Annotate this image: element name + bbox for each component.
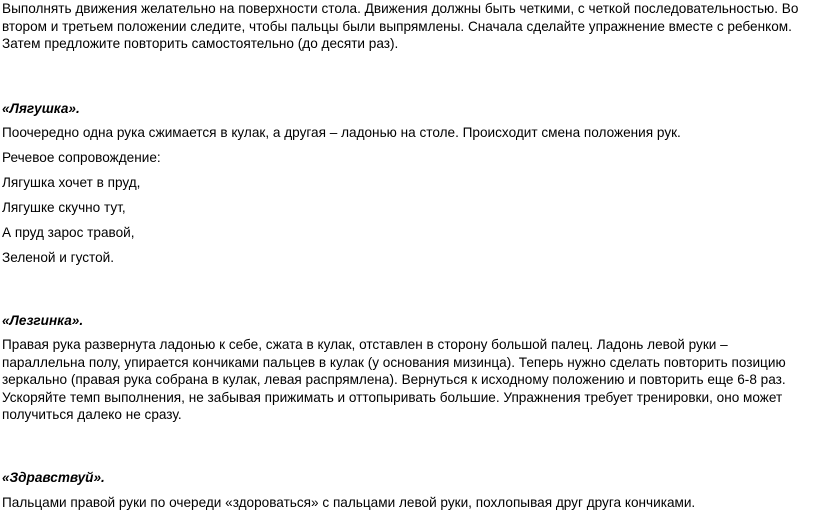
exercise-title-lezginka: «Лезгинка». [2, 313, 84, 328]
verse-line: А пруд зарос травой, [2, 225, 135, 240]
exercise-description-hello: Пальцами правой руки по очереди «здороваться» с пальцами левой руки, похлопывая друг друга кончиками. [2, 494, 696, 510]
verse-line: Зеленой и густой. [2, 250, 115, 265]
intro-paragraph: Выполнять движения желательно на поверхности стола. Движения должны быть четкими, с четкой последовательностью. Во втором и третьем положении следите, чтобы пальцы были выпрямлены. Сначала сделайте упражнение вместе с ребенком. Затем предложите повторить самостоятельно (до десяти раз). [2, 1, 799, 51]
speech-label: Речевое сопровождение: [2, 150, 161, 165]
document-body [2, 0, 814, 511]
exercise-description-lezginka: Правая рука развернута ладонью к себе, сжата в кулак, отставлен в сторону большой палец. Ладонь левой руки – параллельна полу, упирается кончиками пальцев в кулак (у основания мизинца). Теперь нужно сделать повторить позицию зеркально (правая рука собрана в кулак, левая распрямлена). Вернуться к исходному положению и повторить еще 6-8 раз. Ускоряйте темп выполнения, не забывая прижимать и оттопыривать большие. Упражнения требует тренировки, оно может получиться далеко не сразу. [2, 337, 786, 422]
exercise-description-frog: Поочередно одна рука сжимается в кулак, а другая – ладонью на столе. Происходит смена положения рук. [2, 124, 681, 140]
exercise-title-hello: «Здравствуй». [2, 469, 105, 485]
verse-line: Лягушка хочет в пруд, [2, 175, 141, 190]
exercise-title-frog: «Лягушка». [2, 100, 80, 116]
verse-line: Лягушке скучно тут, [2, 200, 126, 215]
